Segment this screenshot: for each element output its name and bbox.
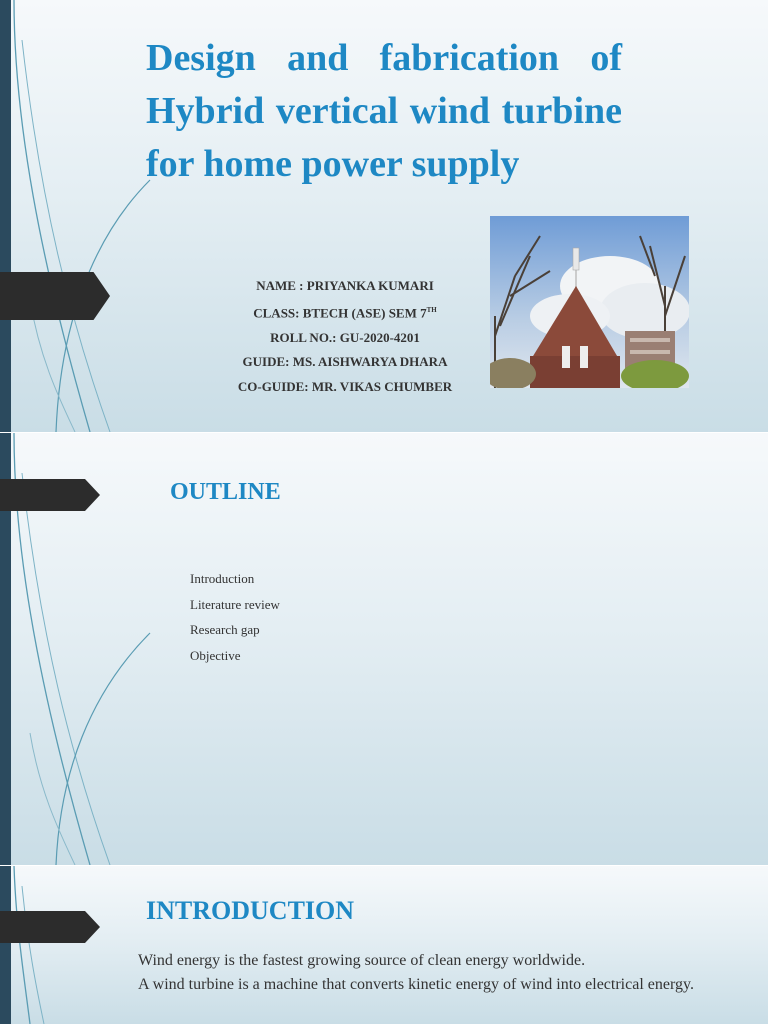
coguide-line: CO-GUIDE: MR. VIKAS CHUMBER bbox=[237, 378, 453, 394]
roll-line: ROLL NO.: GU-2020-4201 bbox=[270, 329, 420, 345]
decorative-curves bbox=[0, 866, 200, 1024]
intro-point-text: Wind energy is the fastest growing source of clean energy worldwide. bbox=[138, 952, 586, 969]
intro-point-text: A wind turbine is a machine that converts kinetic energy of wind into electrical energy. bbox=[138, 976, 694, 993]
class-text: CLASS: BTECH (ASE) SEM 7 bbox=[253, 305, 427, 321]
list-item bbox=[166, 646, 280, 672]
presentation-title: Design and fabrication of Hybrid vertical wind turbine for home power supply bbox=[146, 37, 622, 185]
list-item bbox=[166, 569, 280, 595]
outline-item-label: Research gap bbox=[190, 622, 260, 637]
list-item bbox=[166, 595, 280, 621]
outline-list bbox=[166, 569, 280, 671]
guide-line: GUIDE: MS. AISHWARYA DHARA bbox=[242, 354, 448, 370]
outline-item-label: Objective bbox=[190, 647, 241, 663]
outline-heading: OUTLINE bbox=[170, 479, 281, 505]
arrow-tab-icon bbox=[0, 911, 100, 943]
slide-side-bar bbox=[0, 0, 11, 432]
list-item bbox=[112, 974, 718, 995]
list-item bbox=[112, 950, 718, 971]
author-info-block bbox=[200, 274, 490, 399]
introduction-points bbox=[112, 950, 718, 998]
class-superscript: TH bbox=[426, 306, 437, 315]
slide-side-bar bbox=[0, 866, 11, 1024]
list-item bbox=[166, 620, 280, 646]
name-line: NAME : PRIYANKA KUMARI bbox=[256, 278, 434, 293]
introduction-slide bbox=[0, 866, 768, 1024]
class-line bbox=[200, 298, 490, 326]
wind-turbine-house-photo bbox=[490, 216, 689, 388]
arrow-tab-icon bbox=[0, 272, 110, 320]
title-slide bbox=[0, 0, 768, 432]
outline-slide bbox=[0, 433, 768, 865]
arrow-tab-icon bbox=[0, 479, 100, 511]
outline-item-label: Introduction bbox=[190, 571, 255, 586]
outline-item-label: Literature review bbox=[190, 596, 280, 612]
introduction-heading: INTRODUCTION bbox=[146, 896, 355, 925]
